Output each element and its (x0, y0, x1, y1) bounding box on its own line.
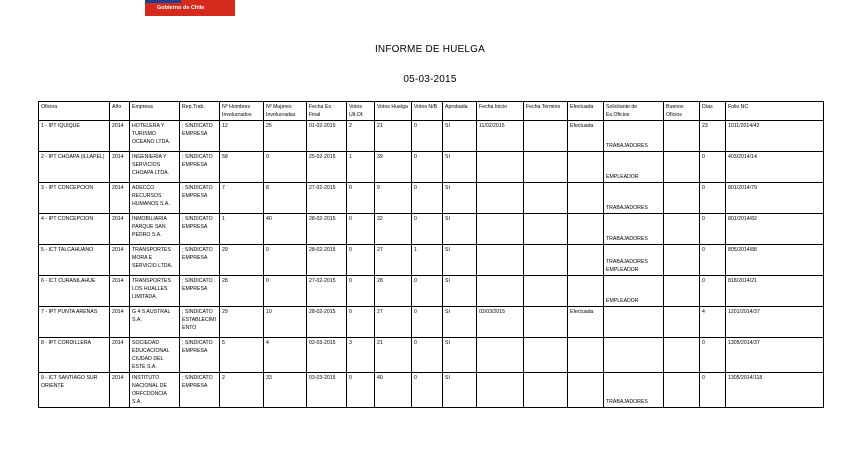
table-cell (664, 152, 700, 183)
table-row (39, 373, 824, 408)
table-cell: 0 (412, 307, 443, 338)
table-cell: SI (443, 121, 477, 152)
table-cell: 0 (412, 152, 443, 183)
table-cell: 1 - IPT IQUIQUE (39, 121, 110, 152)
table-cell: 9 - ICT SANTIAGO SUR ORIENTE (39, 373, 110, 408)
table-cell: 0 (347, 373, 375, 408)
table-cell: 27 (375, 245, 412, 276)
table-cell: TRABAJADORES (604, 121, 664, 152)
table-row (39, 152, 824, 183)
column-header: Rep.Trab. (180, 102, 220, 121)
table-cell: G 4 S AUSTRAL S.A. (130, 307, 180, 338)
table-header-row (39, 102, 824, 121)
table-cell: 10 (264, 307, 307, 338)
table-cell: TRANSPORTES MORA E SERVICIO LTDA. (130, 245, 180, 276)
column-header: Días (700, 102, 726, 121)
table-cell: 2014 (110, 152, 130, 183)
table-cell: 805/2014/88 (726, 245, 824, 276)
table-cell: 29 (220, 245, 264, 276)
column-header: Oficina (39, 102, 110, 121)
table-cell: 02/03/2015 (477, 307, 524, 338)
table-cell (568, 338, 604, 373)
table-cell: 27-02-2015 (307, 183, 347, 214)
table-cell (477, 183, 524, 214)
table-cell (524, 245, 568, 276)
table-cell: ; SINDICATO EMPRESA (180, 338, 220, 373)
table-cell: 28 (375, 276, 412, 307)
table-cell: SI (443, 338, 477, 373)
table-cell: EMPLEADOR (604, 276, 664, 307)
table-cell: Efectuada (568, 307, 604, 338)
table-cell: 0 (700, 276, 726, 307)
table-cell: 0 (347, 307, 375, 338)
table-cell (568, 373, 604, 408)
table-cell: 0 (347, 183, 375, 214)
table-cell: 7 - IPT PUNTA ARENAS (39, 307, 110, 338)
table-cell: 01-02-2015 (307, 121, 347, 152)
table-cell: ADECCO RECURSOS HUMANOS S.A. (130, 183, 180, 214)
table-cell: 8 - IPT CORDILLERA (39, 338, 110, 373)
column-header: Folio NC (726, 102, 824, 121)
table-row (39, 276, 824, 307)
table-cell (477, 373, 524, 408)
column-header: Fecha Inicio (477, 102, 524, 121)
table-cell (568, 276, 604, 307)
table-cell: 12 (220, 121, 264, 152)
table-cell: TRANSPORTES LOS HUALLES LIMITADA. (130, 276, 180, 307)
table-cell: 0 (700, 183, 726, 214)
table-cell: 0 (264, 276, 307, 307)
column-header: Votos Huelga (375, 102, 412, 121)
table-cell: 40 (375, 373, 412, 408)
table-cell: 5 - ICT TALCAHUANO (39, 245, 110, 276)
table-cell: 2014 (110, 183, 130, 214)
table-cell: 0 (347, 214, 375, 245)
column-header: Fecha Termino (524, 102, 568, 121)
table-cell: 7 (220, 183, 264, 214)
table-cell: ; SINDICATO EMPRESA (180, 121, 220, 152)
table-cell: 403/2014/14 (726, 152, 824, 183)
table-cell: 28-02-2015 (307, 245, 347, 276)
table-cell: SI (443, 183, 477, 214)
table-cell (664, 276, 700, 307)
table-cell: 1305/2014/118 (726, 373, 824, 408)
table-cell: 0 (347, 276, 375, 307)
table-cell: 2014 (110, 276, 130, 307)
table-cell: HOTELERA Y TURISMO OCEANO LTDA. (130, 121, 180, 152)
table-cell (524, 121, 568, 152)
table-cell: 801/2014/79 (726, 183, 824, 214)
table-cell: 2014 (110, 307, 130, 338)
table-row (39, 183, 824, 214)
table-cell: SI (443, 245, 477, 276)
table-cell (524, 307, 568, 338)
table-cell (664, 183, 700, 214)
table-cell: 801/2014/82 (726, 214, 824, 245)
table-cell: 3 - IPT CONCEPCION (39, 183, 110, 214)
table-cell: 0 (412, 338, 443, 373)
column-header: Efectuada (568, 102, 604, 121)
table-cell: SI (443, 307, 477, 338)
table-cell: 0 (264, 152, 307, 183)
table-cell: 2014 (110, 338, 130, 373)
gobierno-logo (145, 0, 235, 16)
column-header: Buenos Oficios (664, 102, 700, 121)
table-cell (524, 152, 568, 183)
table-cell: SI (443, 214, 477, 245)
table-cell: 39 (375, 152, 412, 183)
table-cell (477, 245, 524, 276)
table-cell: 818/2014/21 (726, 276, 824, 307)
table-cell: 33 (264, 373, 307, 408)
table-cell (477, 338, 524, 373)
table-cell: 4 (700, 307, 726, 338)
table-cell: 27 (375, 307, 412, 338)
table-cell: 03-03-2015 (307, 373, 347, 408)
table-cell (664, 214, 700, 245)
table-cell: ; SINDICATO EMPRESA (180, 245, 220, 276)
table-cell: ; SINDICATO EMPRESA (180, 373, 220, 408)
table-cell: 0 (700, 214, 726, 245)
table-cell: 0 (700, 245, 726, 276)
table-cell: 11/02/2015 (477, 121, 524, 152)
table-cell: 4 (264, 338, 307, 373)
table-cell: 32 (375, 214, 412, 245)
table-cell: 0 (347, 245, 375, 276)
table-cell (568, 214, 604, 245)
table-cell: 0 (412, 373, 443, 408)
report-date: 05-03-2015 (403, 74, 457, 85)
table-cell: 2014 (110, 214, 130, 245)
table-cell: 2014 (110, 121, 130, 152)
table-cell: 1 (347, 152, 375, 183)
table-cell: 0 (700, 338, 726, 373)
table-cell (664, 338, 700, 373)
table-cell: EMPLEADOR (604, 152, 664, 183)
table-cell: INSTITUTO NACIONAL DE ORFCDONCIA S.A. (130, 373, 180, 408)
table-cell: 2 - IPT CHOAPA (ILLAPEL) (39, 152, 110, 183)
table-cell (477, 152, 524, 183)
table-cell: SI (443, 276, 477, 307)
table-cell (568, 245, 604, 276)
column-header: Aprobada (443, 102, 477, 121)
table-cell: 1 (220, 214, 264, 245)
table-cell: 40 (264, 214, 307, 245)
table-cell: ; SINDICATO EMPRESA (180, 276, 220, 307)
table-cell (664, 245, 700, 276)
table-cell: 2 (220, 373, 264, 408)
table-cell: TRABAJADORES (604, 373, 664, 408)
table-row (39, 245, 824, 276)
table-cell: 02-03-2015 (307, 338, 347, 373)
column-header: Empresa (130, 102, 180, 121)
table-cell: 0 (264, 245, 307, 276)
table-cell (568, 183, 604, 214)
table-cell: 27-02-2015 (307, 276, 347, 307)
table-cell: 9 (375, 183, 412, 214)
table-cell: SI (443, 373, 477, 408)
column-header: Nº Mujeres Involucradas (264, 102, 307, 121)
table-cell (477, 214, 524, 245)
column-header: Año (110, 102, 130, 121)
table-cell: 6 - ICT CURANILAHUE (39, 276, 110, 307)
table-cell: 1305/2014/37 (726, 338, 824, 373)
table-cell (524, 276, 568, 307)
table-cell: 1011/2014/42 (726, 121, 824, 152)
table-cell (664, 121, 700, 152)
table-cell: 21 (375, 121, 412, 152)
table-cell: Efectuada (568, 121, 604, 152)
table-cell: TRABAJADORES (604, 183, 664, 214)
table-cell: INGENIERIA Y SERVICIOS CHOAPA LTDA. (130, 152, 180, 183)
table-cell: 0 (412, 276, 443, 307)
table-cell: 28-02-2015 (307, 307, 347, 338)
column-header: Solicitante de Ex.Oficios (604, 102, 664, 121)
table-cell (524, 183, 568, 214)
table-row (39, 307, 824, 338)
table-cell (604, 338, 664, 373)
table-cell: 2014 (110, 245, 130, 276)
table-row (39, 121, 824, 152)
logo-text: Gobierno de Chile (157, 5, 205, 11)
table-cell: 8 (264, 183, 307, 214)
table-cell: TRABAJADORES EMPLEADOR (604, 245, 664, 276)
table-cell: 2014 (110, 373, 130, 408)
table-cell: 1 (412, 245, 443, 276)
table-cell (524, 338, 568, 373)
table-cell: 0 (412, 121, 443, 152)
table-cell: 4 - IPT CONCEPCION (39, 214, 110, 245)
table-cell (524, 373, 568, 408)
table-cell: ; SINDICATO EMPRESA (180, 183, 220, 214)
table-cell: 28-02-2015 (307, 214, 347, 245)
table-cell: 5 (220, 338, 264, 373)
table-row (39, 338, 824, 373)
column-header: Nº Hombres Involucrados (220, 102, 264, 121)
table-cell: 28 (220, 276, 264, 307)
table-cell (568, 152, 604, 183)
table-row (39, 214, 824, 245)
table-cell: 0 (412, 214, 443, 245)
table-cell: 25 (264, 121, 307, 152)
column-header: Votos N/B (412, 102, 443, 121)
table-cell: TRABAJADORES (604, 214, 664, 245)
strike-report-table (38, 101, 824, 408)
table-cell: 0 (700, 152, 726, 183)
table-cell: 0 (412, 183, 443, 214)
table-cell (524, 214, 568, 245)
table-cell: 0 (700, 373, 726, 408)
table-cell: 1201/2014/37 (726, 307, 824, 338)
table-cell (477, 276, 524, 307)
table-cell (604, 307, 664, 338)
table-cell: 3 (347, 338, 375, 373)
report-title: INFORME DE HUELGA (374, 44, 486, 55)
table-cell: 58 (220, 152, 264, 183)
table-body (39, 121, 824, 408)
table-cell: INMOBILIARIA PARQUE SAN PEDRO S.A. (130, 214, 180, 245)
table-cell: 2 (347, 121, 375, 152)
table-cell: ; SINDICATO ESTABLECIMIENTO (180, 307, 220, 338)
table-cell: SI (443, 152, 477, 183)
table-cell: ; SINDICATO EMPRESA (180, 214, 220, 245)
table-cell: 29 (220, 307, 264, 338)
table-cell: ; SINDICATO EMPRESA (180, 152, 220, 183)
table-cell: 23 (700, 121, 726, 152)
table-cell: 21 (375, 338, 412, 373)
table-cell (664, 307, 700, 338)
table-cell: SOCIEDAD EDUCACIONAL CIUDAD DEL ESTE S.A. (130, 338, 180, 373)
column-header: Fecha Ex. Final (307, 102, 347, 121)
table-cell: 25-02-2015 (307, 152, 347, 183)
column-header: Votos Ult.Of. (347, 102, 375, 121)
table-cell (664, 373, 700, 408)
